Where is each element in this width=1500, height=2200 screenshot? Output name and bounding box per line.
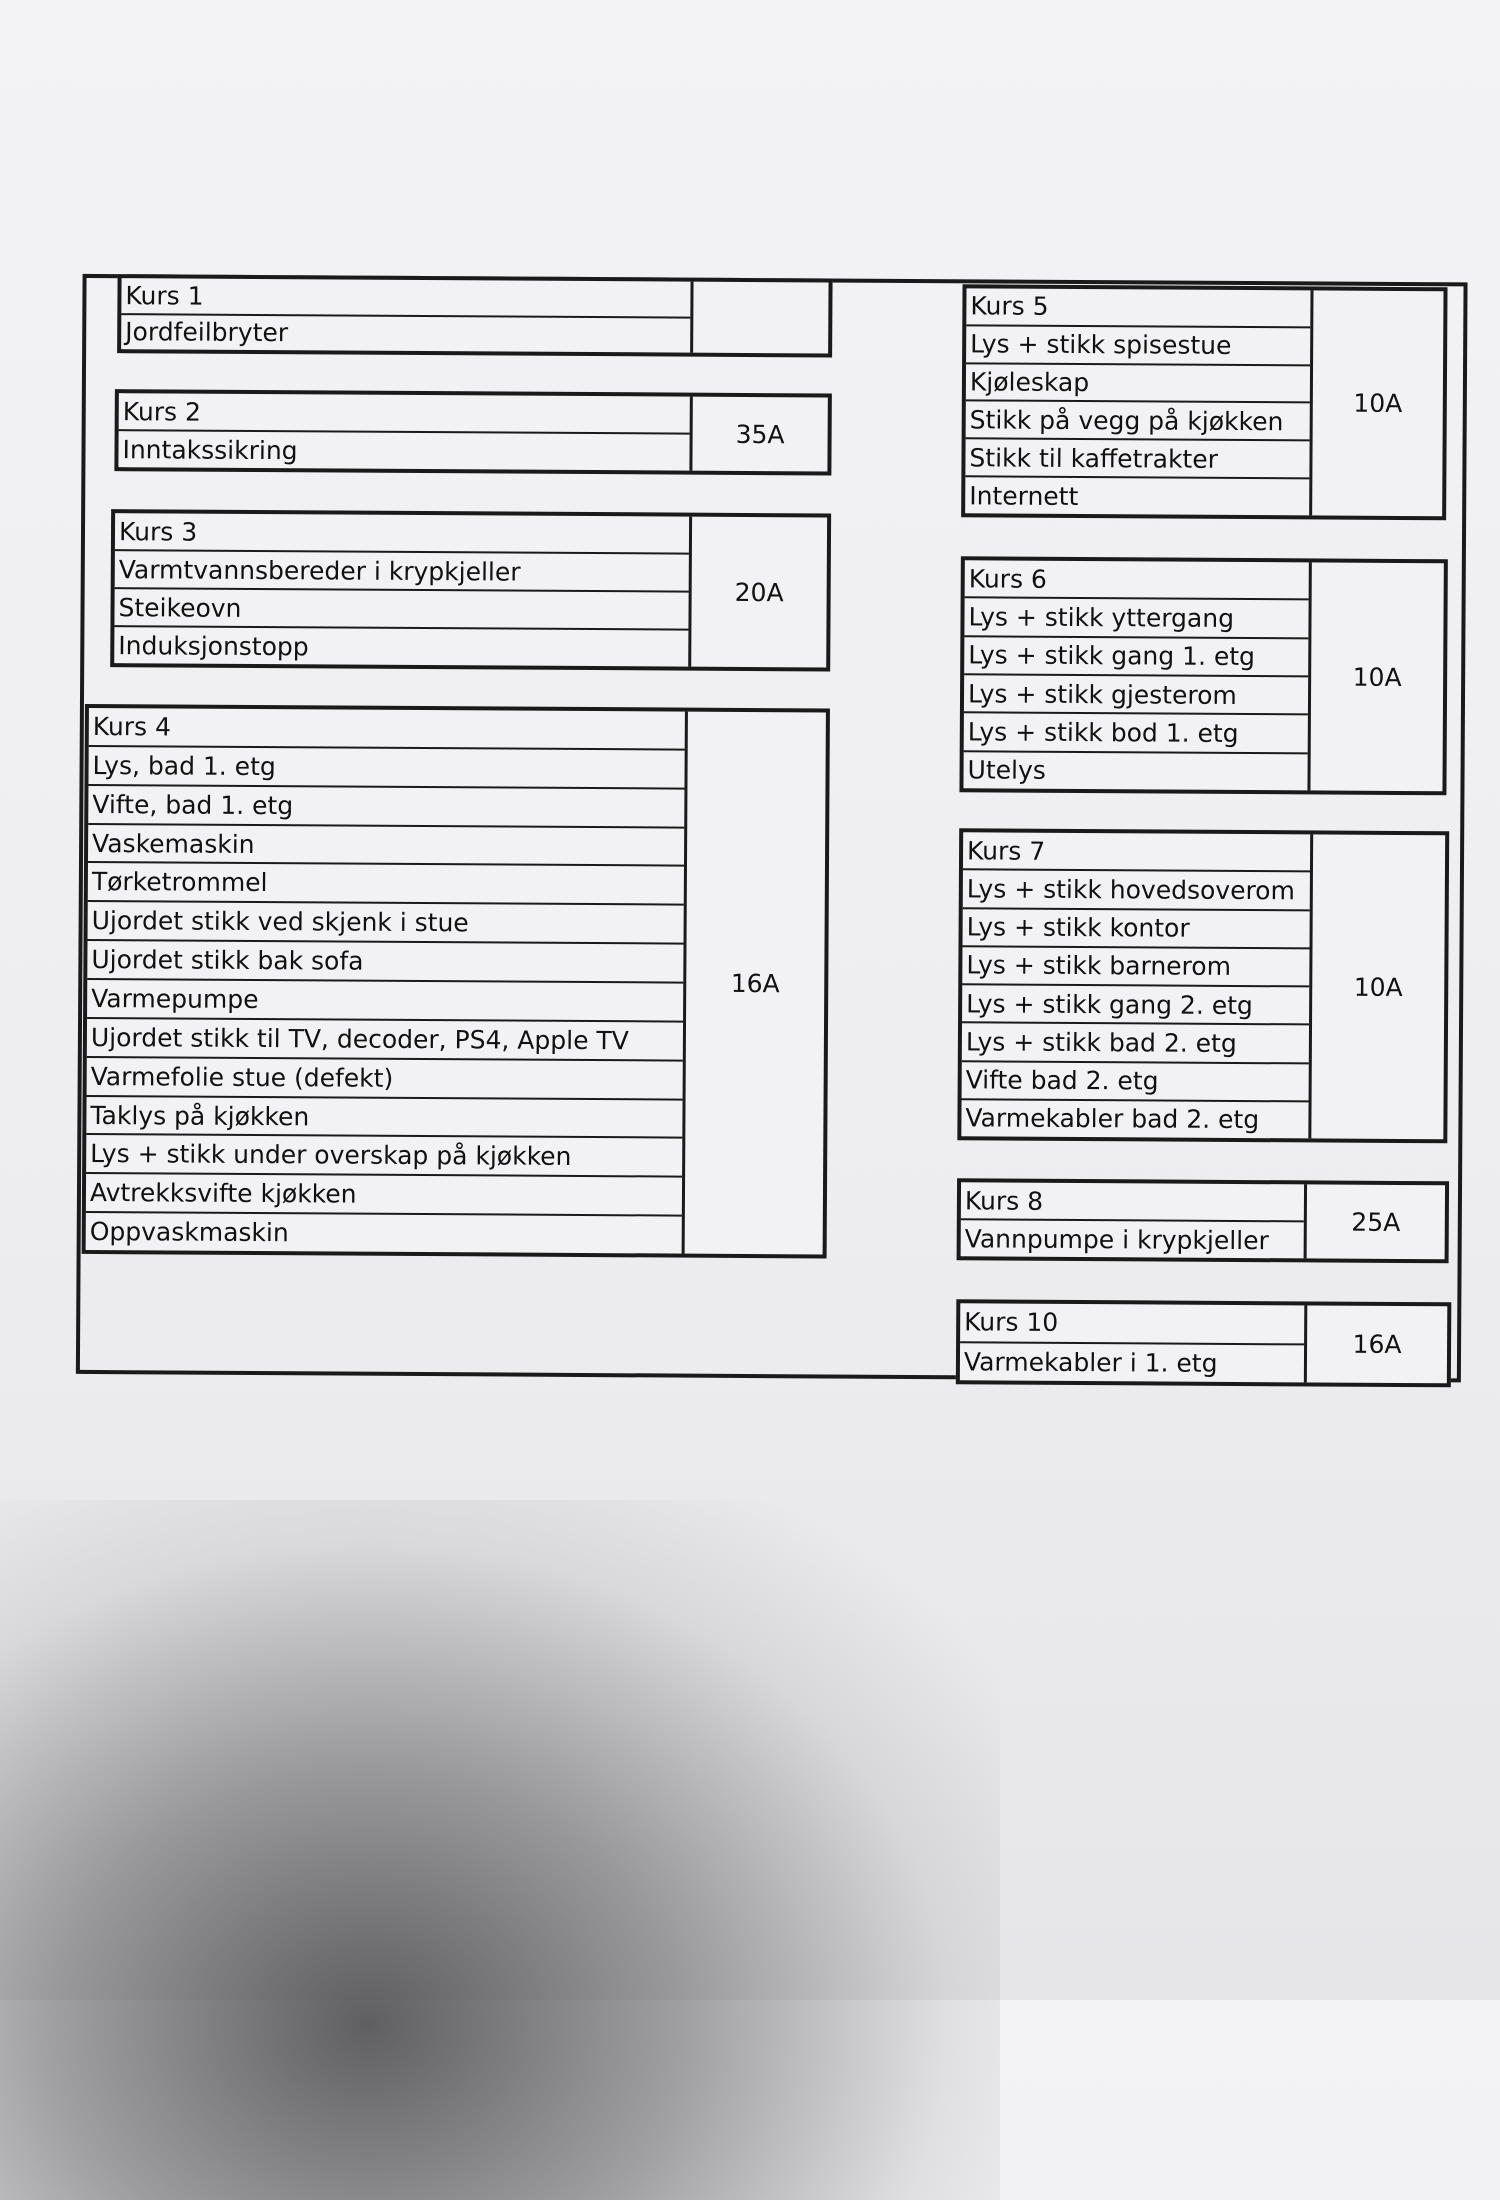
circuit-item: Induksjonstopp (118, 630, 309, 661)
circuit-title: Kurs 8 (961, 1182, 1304, 1222)
circuit-table-kurs-10 (956, 1299, 1452, 1387)
circuit-item: Jordfeilbryter (125, 317, 289, 348)
circuit-title: Kurs 2 (119, 393, 690, 434)
circuit-item: Tørketrommel (88, 863, 684, 905)
fuse-rating: 10A (1307, 562, 1443, 791)
circuit-table-kurs-8 (957, 1178, 1449, 1263)
circuit-table-kurs-4 (82, 704, 830, 1259)
circuit-item: Varmekabler i 1. etg (963, 1347, 1218, 1378)
circuit-item: Lys + stikk bod 1. etg (964, 714, 1308, 754)
circuit-table-kurs-2 (114, 389, 831, 475)
circuit-table-kurs-6 (959, 556, 1447, 795)
circuit-item: Lys + stikk gang 1. etg (964, 637, 1308, 677)
circuit-item: Stikk til kaffetrakter (965, 440, 1309, 480)
circuit-title: Kurs 6 (965, 560, 1309, 600)
circuit-item: Varmekabler bad 2. etg (965, 1103, 1260, 1135)
circuit-item: Vannpumpe i krypkjeller (964, 1223, 1269, 1255)
fuse-rating: 10A (1308, 834, 1445, 1139)
circuit-item: Avtrekksvifte kjøkken (86, 1174, 682, 1216)
circuit-item: Lys + stikk hovedsoverom (963, 871, 1310, 911)
circuit-item: Lys + stikk spisestue (966, 326, 1310, 366)
circuit-title: Kurs 10 (960, 1303, 1304, 1345)
circuit-item: Ujordet stikk til TV, decoder, PS4, Apple TV (87, 1019, 683, 1061)
circuit-item: Stikk på vegg på kjøkken (966, 402, 1310, 442)
circuit-item: Varmtvannsbereder i krypkjeller (115, 551, 689, 593)
fuse-rating: 20A (688, 517, 827, 668)
circuit-item: Varmefolie stue (defekt) (87, 1058, 683, 1100)
fuse-rating: 16A (682, 712, 826, 1255)
circuit-item: Ujordet stikk ved skjenk i stue (88, 902, 684, 944)
circuit-item: Lys + stikk gang 2. etg (962, 985, 1309, 1025)
fuse-rating: 10A (1309, 290, 1443, 516)
circuit-title: Kurs 5 (966, 288, 1310, 328)
circuit-item: Internett (969, 480, 1079, 511)
circuit-title: Kurs 4 (89, 708, 685, 750)
circuit-title: Kurs 3 (115, 513, 689, 555)
circuit-table-kurs-5 (961, 284, 1447, 520)
circuit-item: Ujordet stikk bak sofa (87, 941, 683, 983)
circuit-item: Lys, bad 1. etg (88, 747, 684, 789)
circuit-item: Taklys på kjøkken (86, 1097, 682, 1139)
fuse-rating: 16A (1304, 1305, 1447, 1383)
circuit-item: Steikeovn (114, 589, 688, 631)
circuit-table-kurs-3 (110, 509, 831, 671)
circuit-item: Oppvaskmaskin (89, 1217, 289, 1248)
circuit-table-kurs-7 (957, 828, 1449, 1143)
fuse-rating: 35A (689, 397, 827, 472)
circuit-item: Lys + stikk kontor (962, 909, 1309, 949)
circuit-item: Inntakssikring (122, 434, 298, 465)
circuit-item: Vifte bad 2. etg (962, 1062, 1309, 1102)
circuit-item: Varmepumpe (87, 980, 683, 1022)
circuit-item: Lys + stikk under overskap på kjøkken (86, 1135, 682, 1177)
circuit-item: Vifte, bad 1. etg (88, 786, 684, 828)
circuit-item: Utelys (967, 755, 1046, 786)
circuit-item: Lys + stikk barnerom (962, 947, 1309, 987)
circuit-item: Lys + stikk bad 2. etg (962, 1024, 1309, 1064)
circuit-item: Vaskemaskin (88, 825, 684, 867)
circuit-item: Kjøleskap (966, 364, 1310, 404)
circuit-title: Kurs 1 (121, 278, 690, 318)
circuit-item: Lys + stikk gjesterom (964, 675, 1308, 715)
fuse-rating (690, 282, 828, 354)
circuit-item: Lys + stikk yttergang (964, 599, 1308, 639)
circuit-table-kurs-1 (117, 274, 832, 357)
circuit-title: Kurs 7 (963, 832, 1310, 872)
fuse-rating: 25A (1304, 1184, 1445, 1259)
